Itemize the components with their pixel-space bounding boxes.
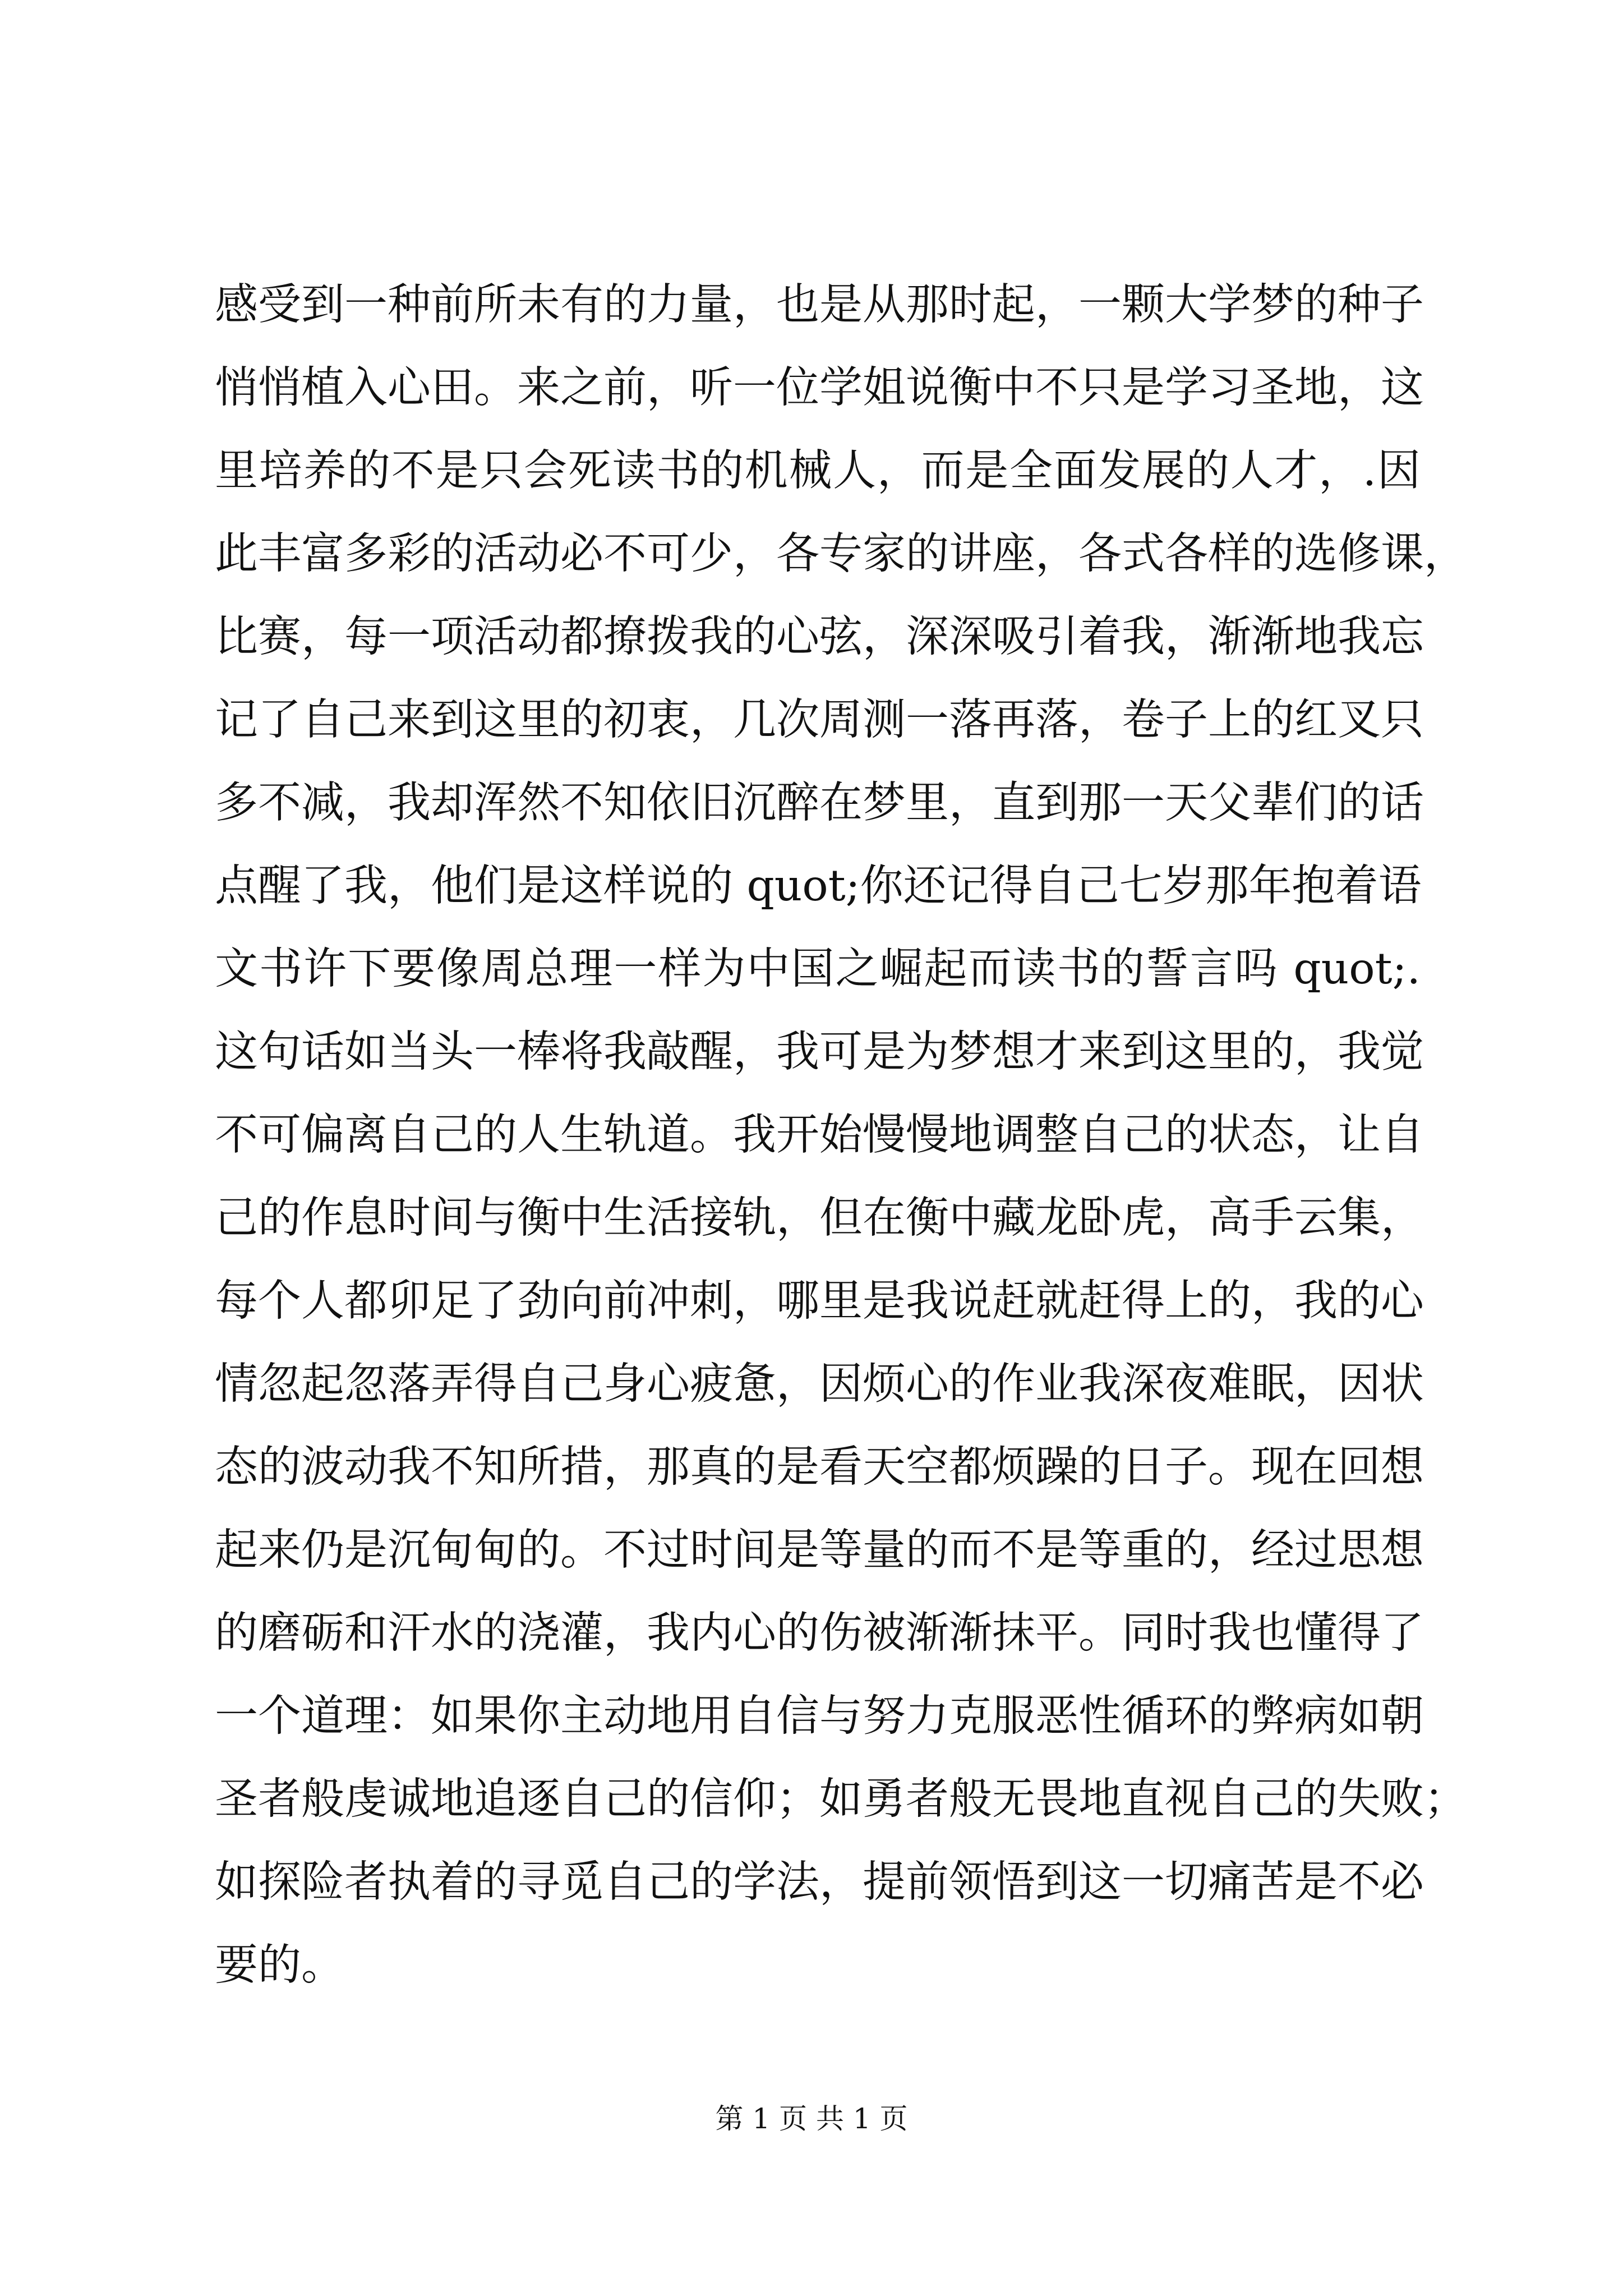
text-line: 点醒了我，他们是这样说的 quot;你还记得自己七岁那年抱着语 [215,861,1422,911]
text-line: 的磨砺和汗水的浇灌，我内心的伤被渐渐抹平。同时我也懂得了 [215,1608,1424,1658]
text-line: 情忽起忽落弄得自己身心疲惫，因烦心的作业我深夜难眠，因状 [215,1359,1424,1409]
text-line: 态的波动我不知所措，那真的是看天空都烦躁的日子。现在回想 [215,1442,1424,1492]
text-line: 比赛，每一项活动都撩拨我的心弦，深深吸引着我，渐渐地我忘 [215,612,1424,662]
text-line: 一个道理：如果你主动地用自信与努力克服恶性循环的弊病如朝 [215,1691,1424,1741]
text-line: 多不减，我却浑然不知依旧沉醉在梦里，直到那一天父辈们的话 [215,778,1424,828]
page-footer [0,2099,1623,2138]
text-line: 己的作息时间与衡中生活接轨，但在衡中藏龙卧虎，高手云集， [215,1193,1424,1243]
text-line: 感受到一种前所未有的力量，也是从那时起，一颗大学梦的种子 [215,280,1424,330]
text-line: 每个人都卯足了劲向前冲刺，哪里是我说赶就赶得上的，我的心 [215,1276,1424,1326]
text-line: 悄悄植入心田。来之前，听一位学姐说衡中不只是学习圣地，这 [215,363,1424,413]
text-line: 要的。 [215,1940,344,1990]
text-line: 不可偏离自己的人生轨道。我开始慢慢地调整自己的状态，让自 [215,1110,1424,1160]
text-line: 此丰富多彩的活动必不可少，各专家的讲座，各式各样的选修课， [215,529,1467,579]
text-line: 文书许下要像周总理一样为中国之崛起而读书的誓言吗 quot;. [215,944,1421,994]
text-line: 这句话如当头一棒将我敲醒，我可是为梦想才来到这里的，我觉 [215,1027,1424,1077]
text-line: 起来仍是沉甸甸的。不过时间是等量的而不是等重的，经过思想 [215,1525,1424,1575]
text-line: 里培养的不是只会死读书的机械人，而是全面发展的人才，.因 [215,446,1421,496]
text-line: 如探险者执着的寻觅自己的学法，提前领悟到这一切痛苦是不必 [215,1857,1424,1907]
body-paragraph [215,264,1467,2007]
text-line: 记了自己来到这里的初衷，几次周测一落再落，卷子上的红叉只 [215,695,1424,745]
text-line: 圣者般虔诚地追逐自己的信仰；如勇者般无畏地直视自己的失败； [215,1774,1467,1824]
page-number-label: 第 1 页 共 1 页 [715,2102,908,2135]
